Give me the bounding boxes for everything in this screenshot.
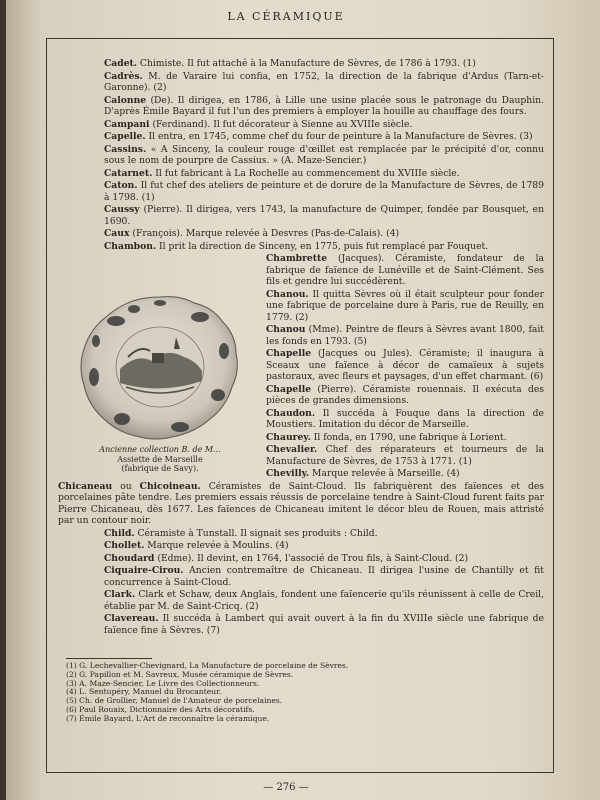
entry-headword: Chambrette bbox=[266, 253, 328, 264]
entry-text: (Mme). Peintre de fleurs à Sèvres avant 1800, fait les fonds en 1793. (5) bbox=[266, 324, 544, 347]
entry-headword: Child. bbox=[104, 527, 135, 539]
footnotes bbox=[66, 658, 526, 724]
dictionary-entry bbox=[266, 253, 544, 288]
dictionary-entry bbox=[58, 528, 544, 540]
entry-text: Marque relevée à Moulins. (4) bbox=[144, 540, 289, 551]
dictionary-entry bbox=[266, 384, 544, 407]
dictionary-text bbox=[58, 58, 544, 637]
entry-text: Ancien contremaître de Chicaneau. Il dirigea l'usine de Chantilly et fit concurrence à Saint-Cloud. bbox=[104, 565, 544, 588]
entry-text: (Edme). Il devint, en 1764, l'associé de Trou fils, à Saint-Cloud. (2) bbox=[154, 552, 469, 564]
entry-text: Il prit la direction de Sinceny, en 1775, puis fut remplacé par Fouquet. bbox=[156, 240, 489, 252]
entry-headword: Chicaneau bbox=[58, 480, 113, 492]
entry-headword: Ciquaire-Cirou. bbox=[104, 565, 184, 576]
dictionary-entry bbox=[266, 444, 544, 467]
dictionary-entry bbox=[266, 348, 544, 383]
entry-headword: Choudard bbox=[104, 552, 155, 564]
dictionary-entry bbox=[266, 289, 544, 324]
plate-figure bbox=[76, 291, 244, 474]
entry-headword: Chevilly. bbox=[266, 468, 310, 479]
caption-title: Assiette de Marseille bbox=[117, 454, 203, 464]
entry-headword: Chanou bbox=[266, 324, 306, 335]
entry-text: Chef des réparateurs et tourneurs de la Manufacture de Sèvres, de 1753 à 1771. (1) bbox=[266, 444, 544, 467]
book-page bbox=[6, 0, 600, 800]
plate-caption bbox=[76, 445, 244, 474]
dictionary-entry bbox=[58, 168, 544, 180]
entry-headword: Campani bbox=[104, 118, 150, 130]
dictionary-entry bbox=[58, 204, 544, 227]
entry-text: Chimiste. Il fut attaché à la Manufacture de Sèvres, de 1786 à 1793. (1) bbox=[136, 58, 476, 69]
dictionary-entry bbox=[58, 144, 544, 167]
entry-headword: Chapelle bbox=[266, 348, 312, 359]
entries-beside-plate bbox=[266, 253, 544, 480]
entries-bottom bbox=[58, 481, 544, 637]
entry-headword: Clark. bbox=[104, 589, 136, 600]
entry-headword: Clavereau. bbox=[104, 613, 159, 624]
dictionary-entry bbox=[58, 131, 544, 143]
entry-text: (Pierre). Il dirigea, vers 1743, la manufacture de Quimper, fondée par Bousquet, en 1690. bbox=[104, 204, 544, 227]
footnote: (4) L. Sentupéry, Manuel du Brocanteur. bbox=[66, 687, 222, 697]
entry-text: (De). Il dirigea, en 1786, à Lille une usine placée sous le patronage du Dauphin. D'après Émile Bayard il fut l'un des premiers à employer la houille au chauffage des fours. bbox=[104, 94, 544, 117]
entries-top bbox=[58, 58, 544, 252]
dictionary-entry bbox=[58, 540, 544, 552]
entry-headword: Chambon. bbox=[104, 240, 157, 252]
entry-headword: Cadet. bbox=[104, 58, 137, 69]
dictionary-entry bbox=[266, 324, 544, 347]
dictionary-entry bbox=[266, 432, 544, 444]
footnote: (3) A. Maze-Sencier, Le Livre des Collectionneurs. bbox=[66, 678, 260, 688]
entry-headword: Calonne bbox=[104, 94, 147, 106]
entry-text: Il succéda à Lambert qui avait ouvert à la fin du XVIIIe siècle une fabrique de faïence fine à Sèvres. (7) bbox=[104, 613, 544, 636]
entry-text: (Jacques ou Jules). Céramiste; il inaugura à Sceaux une faïence à décor de camaïeux à sujets pastoraux, avec fleurs et paysages, d'un effet charmant. (6) bbox=[266, 348, 544, 382]
dictionary-entry bbox=[58, 119, 544, 131]
entry-headword: Catarnet. bbox=[104, 167, 153, 179]
page-number: — 276 — bbox=[263, 782, 309, 793]
dictionary-entry bbox=[58, 553, 544, 565]
dictionary-entry bbox=[58, 95, 544, 118]
entry-text: Il fonda, en 1790, une fabrique à Lorient. bbox=[310, 431, 507, 443]
running-head: LA CÉRAMIQUE bbox=[227, 10, 345, 23]
dictionary-entry bbox=[58, 589, 544, 612]
dictionary-entry bbox=[58, 180, 544, 203]
footnote: (1) G. Lechevallier-Chevignard, La Manufacture de porcelaine de Sèvres. bbox=[66, 661, 349, 670]
dictionary-entry bbox=[266, 408, 544, 431]
entry-text: M. de Varaire lui confia, en 1752, la direction de la fabrique d'Ardus (Tarn-et-Garonne). (2) bbox=[104, 70, 544, 93]
footnote: (5) Ch. de Grollier, Manuel de l'Amateur de porcelaines. bbox=[66, 696, 283, 706]
entry-headword: Capelle. bbox=[104, 131, 146, 142]
entry-text: (François). Marque relevée à Desvres (Pas-de-Calais). (4) bbox=[129, 228, 400, 239]
dictionary-entry bbox=[58, 58, 544, 70]
entry-text: Marque relevée à Marseille. (4) bbox=[309, 468, 460, 479]
entry-headword: Cassins. bbox=[104, 143, 147, 155]
entry-text: (Pierre). Céramiste rouennais. Il exécuta des pièces de grandes dimensions. bbox=[266, 383, 544, 406]
dictionary-entry bbox=[266, 468, 544, 480]
entry-headword: Chaudon. bbox=[266, 407, 316, 419]
entry-text: Céramistes de Saint-Cloud. Ils fabriquèrent des faïences et des porcelaines pâte tendre. Les premiers essais réussis de porcelaine tendre à Saint-Cloud furent faits par Pierre Chicaneau, dès 1677. Les faïences de Chicaneau imitent le décor bleu de Rouen, mais attristé par un contour noir. bbox=[58, 480, 544, 526]
dictionary-entry bbox=[58, 481, 544, 527]
entry-headword: Caussy bbox=[104, 204, 140, 215]
footnote: (2) G. Papillon et M. Savreux, Musée céramique de Sèvres. bbox=[66, 669, 294, 679]
entry-text: (Jacques). Céramiste, fondateur de la fabrique de faïence de Lunéville et de Saint-Clément. Ses fils et gendre lui succédèrent. bbox=[266, 253, 544, 287]
dictionary-entry bbox=[58, 565, 544, 588]
entry-text: Il quitta Sèvres où il était sculpteur pour fonder une fabrique de porcelaine dure à Paris, rue de Reuilly, en 1779. (2) bbox=[266, 288, 544, 323]
dictionary-entry bbox=[58, 241, 544, 253]
entry-headword: Caton. bbox=[104, 180, 138, 191]
entry-headword: Chaurey. bbox=[266, 431, 311, 443]
entry-text: Il fut fabricant à La Rochelle au commencement du XVIIIe siècle. bbox=[152, 167, 460, 179]
caption-maker: (fabrique de Savy). bbox=[121, 464, 199, 474]
entry-text: « A Sinceny, la couleur rouge d'œillet est remplacée par le précipité d'or, connu sous le nom de pourpre de Cassius. » (A. Maze-Sencier.) bbox=[104, 143, 544, 166]
entry-headword: Caux bbox=[104, 228, 130, 239]
footnote: (7) Émile Bayard, L'Art de reconnaître la céramique. bbox=[66, 713, 270, 723]
dictionary-entry bbox=[58, 71, 544, 94]
entry-headword: Chanou. bbox=[266, 288, 309, 300]
dictionary-entry bbox=[58, 613, 544, 636]
marseille-plate-illustration bbox=[76, 291, 244, 443]
entry-headword: Chevalier. bbox=[266, 444, 318, 455]
entry-text: Céramiste à Tunstall. Il signait ses produits : Child. bbox=[134, 527, 378, 539]
caption-collection: Ancienne collection B. de M... bbox=[99, 445, 221, 454]
entry-text: Il entra, en 1745, comme chef du four de peinture à la Manufacture de Sèvres. (3) bbox=[145, 131, 533, 142]
entry-text: (Ferdinand). Il fut décorateur à Sienne au XVIIIe siècle. bbox=[149, 118, 413, 130]
entry-headword: Chicoineau. bbox=[139, 480, 201, 492]
dictionary-entry bbox=[58, 228, 544, 240]
entry-text: Il succéda à Fouque dans la direction de Moustiers. Imitation du décor de Marseille. bbox=[266, 407, 544, 430]
entry-headword: Chollet. bbox=[104, 540, 145, 551]
footnote-rule bbox=[66, 658, 152, 659]
entry-headword: Chapelle bbox=[266, 383, 312, 395]
entry-text: Clark et Schaw, deux Anglais, fondent une faïencerie qu'ils réunissent à celle de Creil, établie par M. de Saint-Cricq. (2) bbox=[104, 589, 544, 612]
footnote: (6) Paul Rouaix, Dictionnaire des Arts décoratifs. bbox=[66, 704, 255, 714]
entry-headword: Cadrès. bbox=[104, 70, 143, 82]
entry-text: Il fut chef des ateliers de peinture et de dorure de la Manufacture de Sèvres, de 1789 à 1798. (1) bbox=[104, 180, 544, 203]
entry-text: ou bbox=[112, 480, 140, 492]
